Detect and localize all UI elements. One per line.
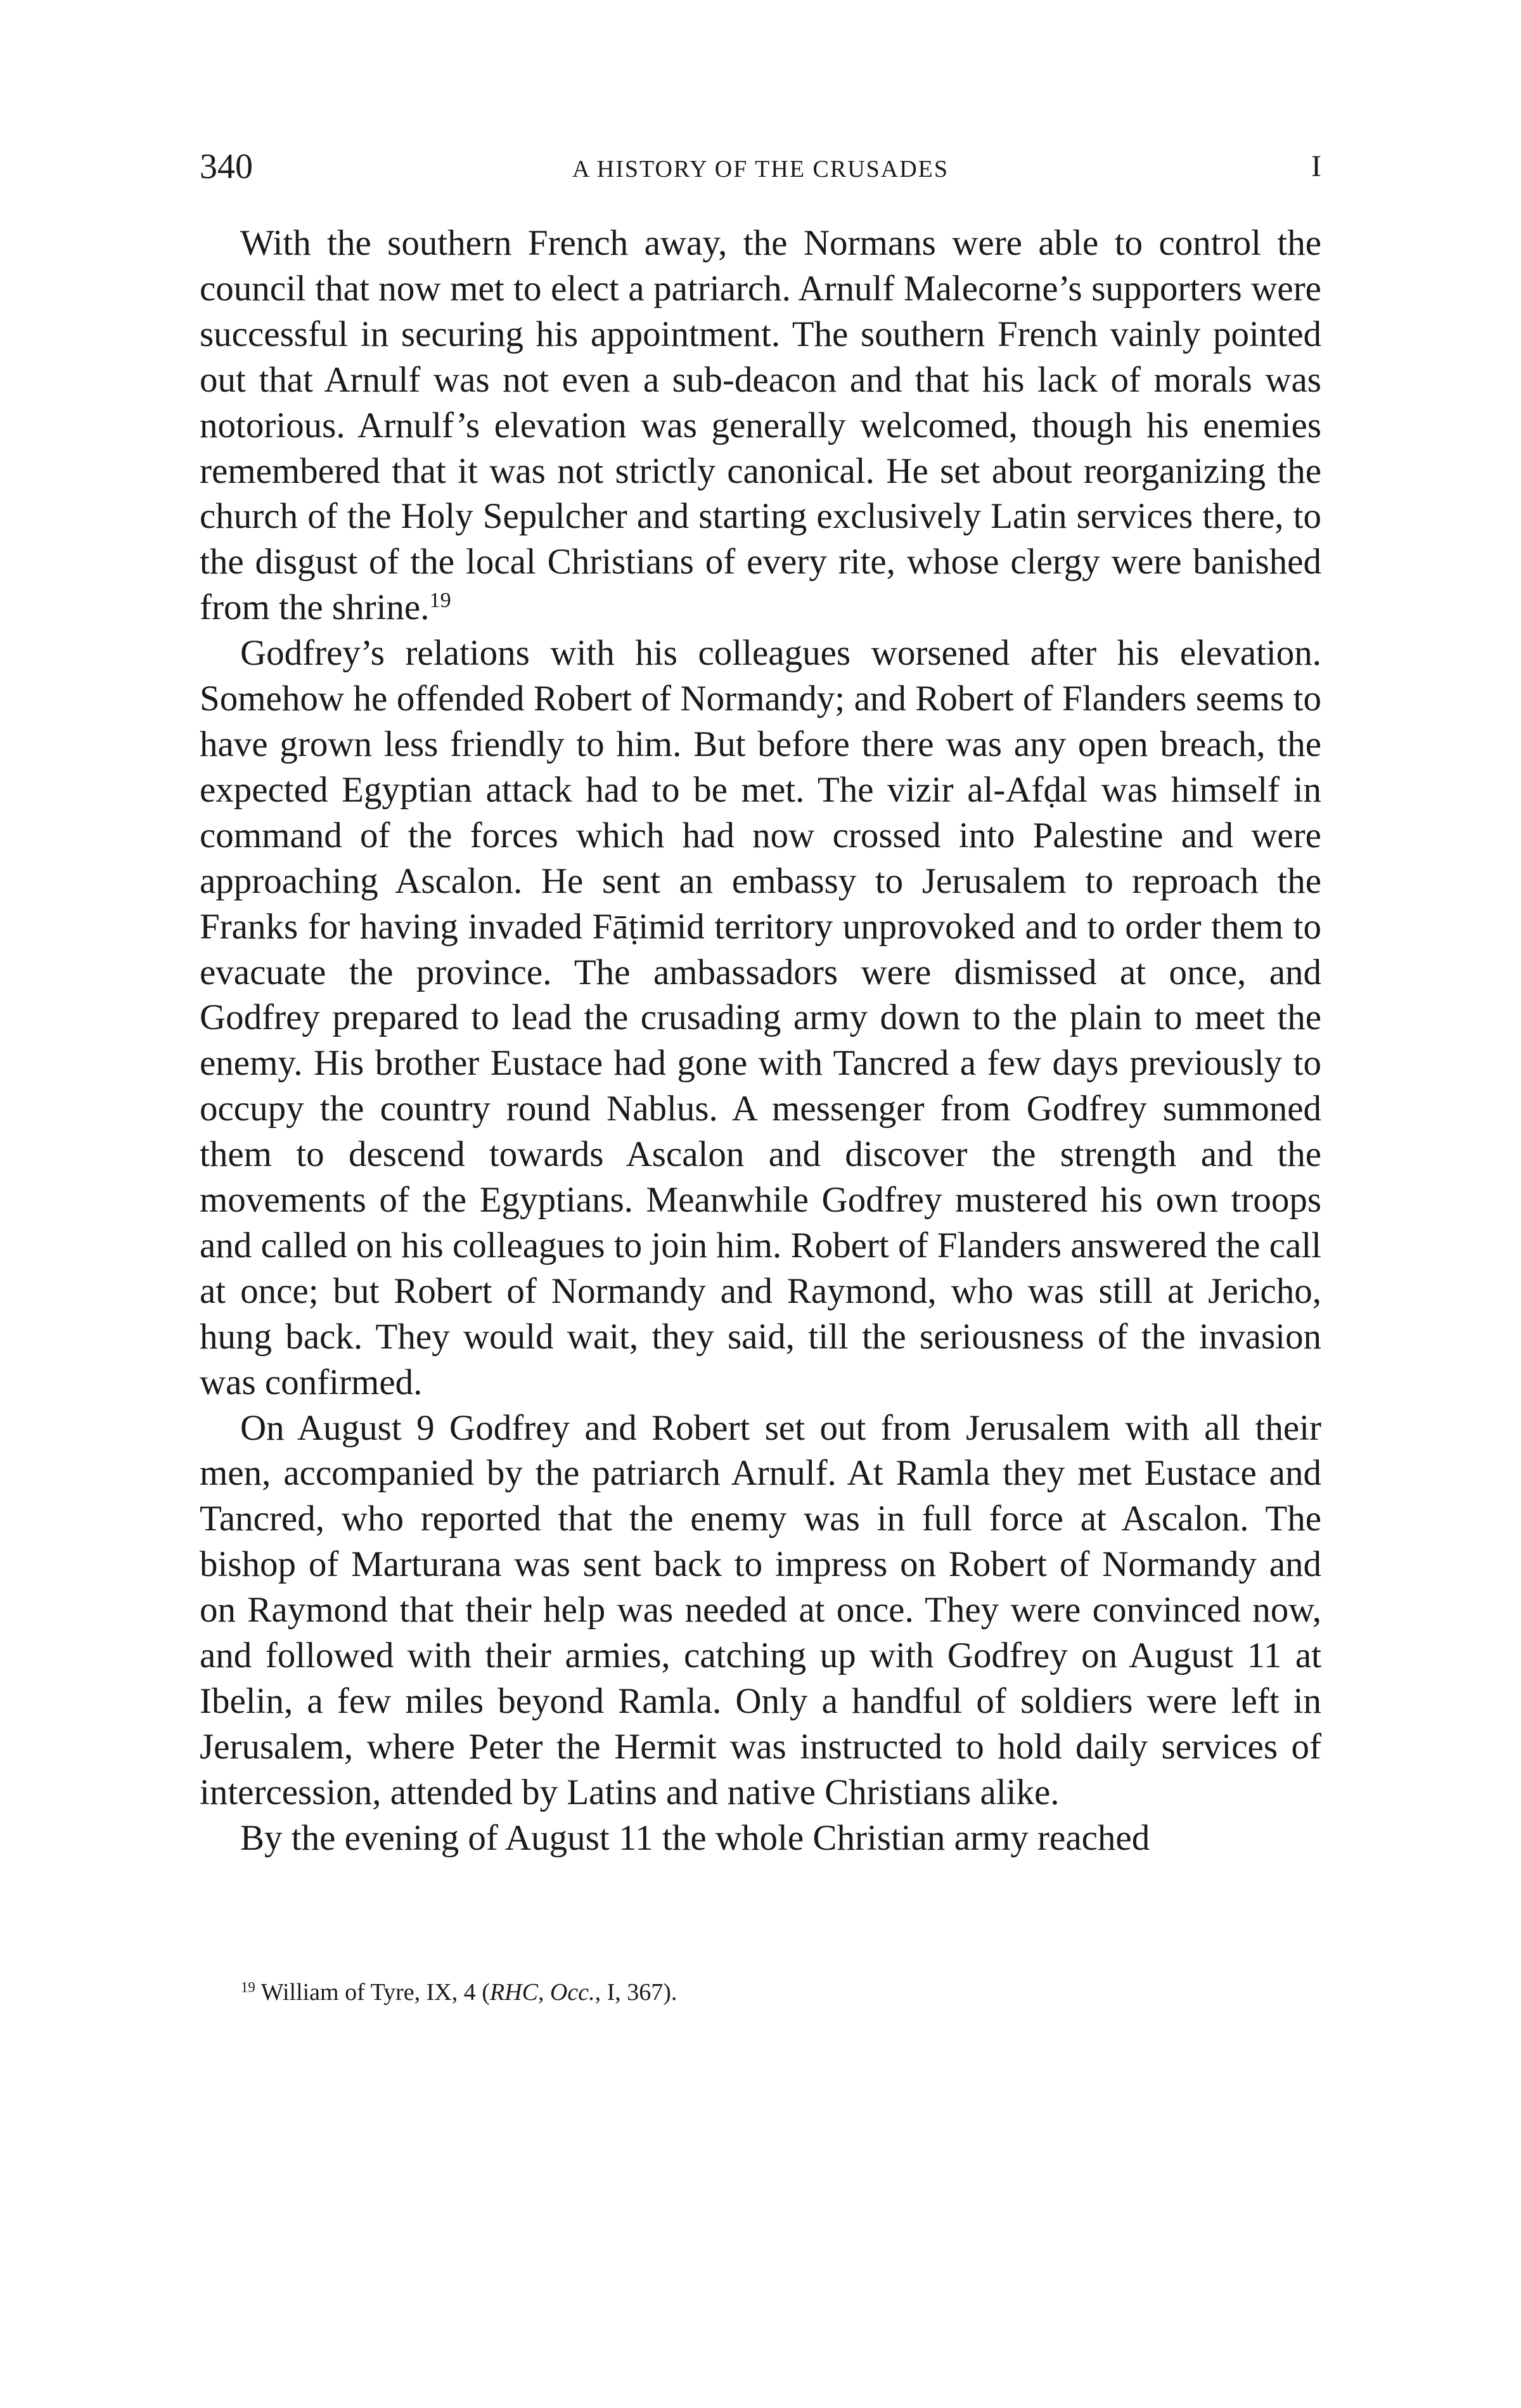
- footnote-source-abbrev: RHC, Occ.: [489, 1979, 595, 2006]
- running-head-title: A HISTORY OF THE CRUSADES: [572, 156, 949, 183]
- footnote: [241, 1976, 1318, 2009]
- footnote-reference[interactable]: 19: [429, 589, 451, 613]
- footnote-text: William of Tyre, IX, 4 (: [255, 1979, 490, 2006]
- running-head: [200, 144, 1321, 189]
- page-number: 340: [200, 147, 253, 186]
- paragraph: [200, 1816, 1321, 1861]
- paragraph-text: On August 9 Godfrey and Robert set out from Jerusalem with all their men, accompanied by the patriarch Arnulf. At Ramla they met Eustace and Tancred, who reported that the enemy was in full force at Ascalon. The bishop of Marturana was sent back to impress on Robert of Normandy and on Raymond that their help was needed at once. They were convinced now, and followed with their armies, catching up with Godfrey on August 11 at Ibelin, a few miles beyond Ramla. Only a handful of soldiers were left in Jerusalem, where Peter the Hermit was instructed to hold daily services of intercession, attended by Latins and native Christians alike.: [200, 1407, 1321, 1812]
- footnote-marker: 19: [241, 1979, 255, 1995]
- part-number: I: [1311, 150, 1321, 183]
- paragraph: [200, 631, 1321, 1405]
- paragraph-text: With the southern French away, the Normans were able to control the council that now met to elect a patriarch. Arnulf Malecorne’s supporters were successful in securing his appointment. The southern French vainly pointed out that Arnulf was not even a sub-deacon and that his lack of morals was notorious. Arnulf’s elevation was generally welcomed, though his enemies remembered that it was not strictly canonical. He set about reorganizing the church of the Holy Sepulcher and starting exclusively Latin services there, to the disgust of the local Christians of every rite, whose clergy were banished from the shrine.: [200, 223, 1321, 628]
- paragraph-text: Godfrey’s relations with his colleagues worsened after his elevation. Somehow he offended Robert of Normandy; and Robert of Flanders seems to have grown less friendly to him. But before there was any open breach, the expected Egyptian attack had to be met. The vizir al-Afḍal was himself in command of the forces which had now crossed into Palestine and were approaching Ascalon. He sent an embassy to Jerusalem to reproach the Franks for having invaded Fāṭimid territory unprovoked and to order them to evacuate the province. The ambassadors were dismissed at once, and Godfrey prepared to lead the crusading army down to the plain to meet the enemy. His brother Eustace had gone with Tancred a few days previously to occupy the country round Nablus. A messenger from Godfrey summoned them to descend towards Ascalon and discover the strength and the movements of the Egyptians. Meanwhile Godfrey mustered his own troops and called on his colleagues to join him. Robert of Flanders answered the call at once; but Robert of Normandy and Raymond, who was still at Jericho, hung back. They would wait, they said, till the seriousness of the invasion was confirmed.: [200, 633, 1321, 1402]
- paragraph-text: By the evening of August 11 the whole Christian army reached: [240, 1817, 1150, 1858]
- footnote-text-end: , I, 367).: [594, 1979, 677, 2006]
- paragraph: [200, 221, 1321, 631]
- paragraph: [200, 1406, 1321, 1816]
- body-text: [200, 221, 1321, 1861]
